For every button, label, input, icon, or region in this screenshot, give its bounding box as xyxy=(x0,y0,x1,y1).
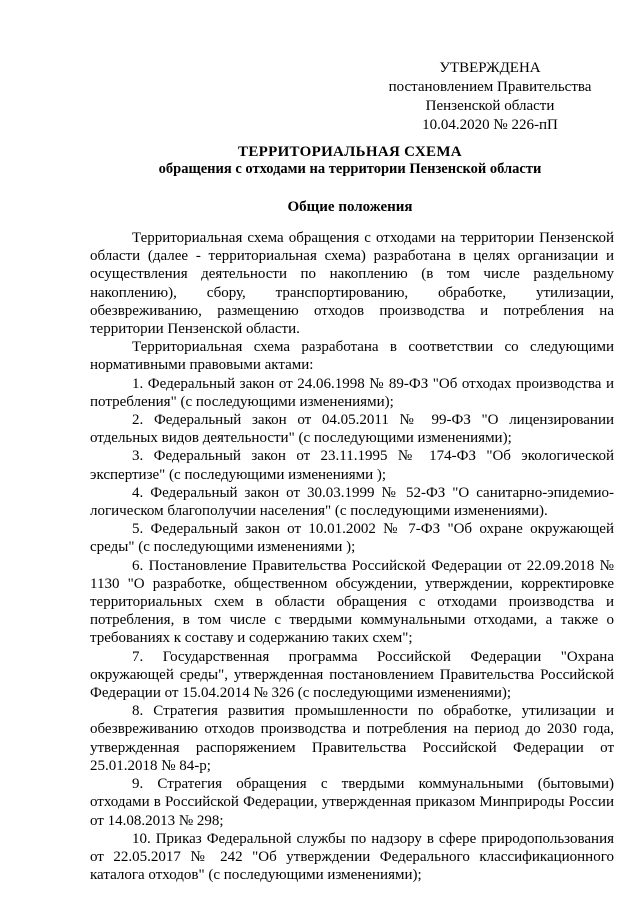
list-item: 9. Стратегия обращения с твердыми коммунальными (бытовыми) отходами в Российской Федерации, утвержденная приказом Минприроды России от 14.08.2013 № 298; xyxy=(90,776,614,829)
paragraph-legal-basis: Территориальная схема разработана в соответствии со следующими нормативными правовыми актами: xyxy=(90,339,614,374)
paragraph-intro: Территориальная схема обращения с отходами на территории Пензенской области (далее - территориальная схема) разработана в целях организации и осуществления деятельности по накоплению (в том числе раздельному накоплению), сбору, транспортированию, обработке, утилизации, обезвреживанию, размещению отходов производства и потребления на территории Пензенской области. xyxy=(90,230,614,338)
list-item: 1. Федеральный закон от 24.06.1998 № 89-ФЗ "Об отходах производства и потребления" (с последующими изменениями); xyxy=(90,375,614,410)
list-item: 5. Федеральный закон от 10.01.2002 № 7-ФЗ "Об охране окружающей среды" (с последующими изменениями ); xyxy=(90,521,614,556)
list-item: 2. Федеральный закон от 04.05.2011 № 99-ФЗ "О лицензировании отдельных видов деятельности" (с последующими изменениями); xyxy=(90,412,614,447)
approval-authority: постановлением Правительства xyxy=(388,79,592,95)
list-item: 7. Государственная программа Российской Федерации "Охрана окружающей среды", утвержденная постановлением Правительства Российской Федерации от 15.04.2014 № 326 (с последующими изменениями); xyxy=(90,648,614,702)
section-heading: Общие положения xyxy=(287,199,413,215)
list-item: 6. Постановление Правительства Российской Федерации от 22.09.2018 № 1130 "О разработке, общественном обсуждении, утверждении, корректировке территориальных схем в области обращения с отходами производства и потребления, в том числе с твердыми коммунальными отходами, а также о требованиях к составу и содержанию таких схем"; xyxy=(90,557,614,647)
approval-region: Пензенской области xyxy=(425,98,555,114)
list-item: 10. Приказ Федеральной службы по надзору в сфере природопользования от 22.05.2017 № 242 "Об утверждении Федерального классификационного каталога отходов" (с последующими изменениями); xyxy=(90,830,614,884)
approval-date-number: 10.04.2020 № 226-пП xyxy=(422,117,558,133)
list-item: 8. Стратегия развития промышленности по обработке, утилизации и обезвреживанию отходов производства и потребления на период до 2030 года, утвержденная распоряжением Правительства Российской Федерации от 25.01.2018 № 84-р; xyxy=(90,703,614,774)
document-body xyxy=(90,229,614,884)
document-title: ТЕРРИТОРИАЛЬНАЯ СХЕМА xyxy=(238,144,462,160)
approval-stamp: УТВЕРЖДЕНА xyxy=(439,60,541,76)
document-subtitle: обращения с отходами на территории Пензенской области xyxy=(158,161,542,177)
list-item: 3. Федеральный закон от 23.11.1995 № 174-ФЗ "Об экологической экспертизе" (с последующими изменениями ); xyxy=(90,448,614,483)
approval-block xyxy=(380,59,600,135)
list-item: 4. Федеральный закон от 30.03.1999 № 52-ФЗ "О санитарно-эпидемио-логическом благополучии населения" (с последующими изменениями). xyxy=(90,484,614,520)
